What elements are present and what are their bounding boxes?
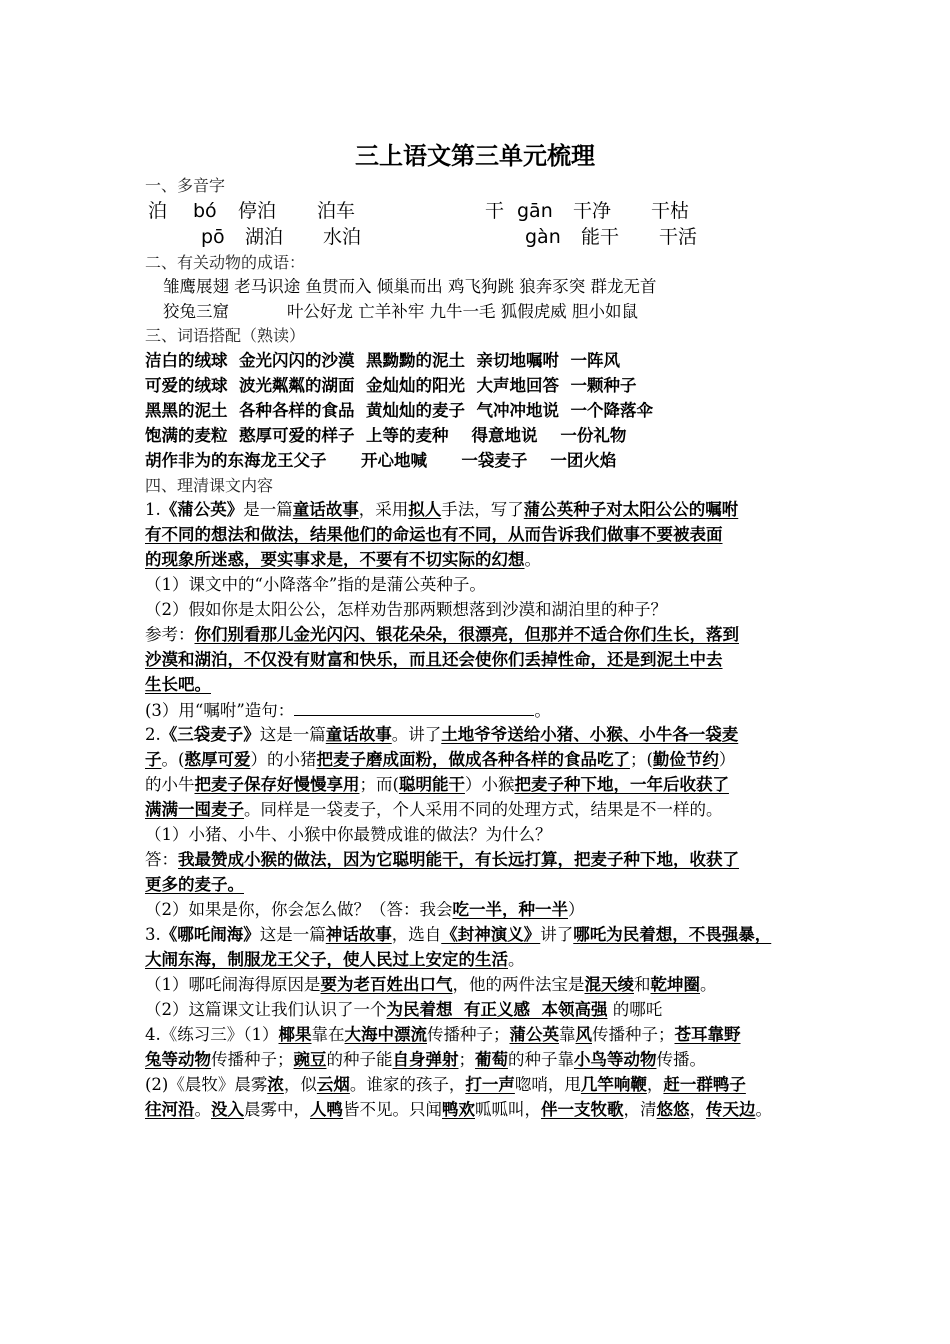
- text-segment: 苍耳靠野: [674, 1025, 741, 1044]
- text-segment: 自身弹射: [392, 1050, 459, 1069]
- text-segment: 参考：: [145, 625, 195, 644]
- text-segment: （2）这篇课文让我们认识了一个: [145, 1000, 387, 1019]
- word: 干净: [573, 200, 612, 222]
- text-segment: 混天绫: [584, 975, 634, 994]
- text-segment: 满满一囤麦子: [145, 800, 244, 819]
- answer-blank: [294, 699, 534, 716]
- word: 干活: [659, 226, 698, 248]
- text-segment: ）: [718, 750, 736, 769]
- text-segment: ；而(: [359, 775, 399, 794]
- text-segment: 葡萄: [475, 1050, 508, 1069]
- pinyin: bó: [193, 200, 217, 222]
- text-segment: 从而告诉我们做事不要被表面: [508, 525, 723, 544]
- text-segment: 童话故事: [325, 725, 392, 744]
- char: 干: [485, 200, 505, 222]
- text-segment: 拟人: [408, 500, 442, 519]
- text-segment: 2.: [145, 725, 161, 744]
- word: 水泊: [323, 226, 362, 248]
- text-segment: 悠悠: [656, 1100, 690, 1119]
- text-segment: 这是一篇: [259, 925, 326, 944]
- item2-answer-line2: [145, 874, 244, 896]
- item4-line2: [145, 1049, 706, 1071]
- text-segment: 的小牛: [145, 775, 195, 794]
- text-segment: ，选自: [391, 925, 442, 944]
- collocation-line: 洁白的绒球 金光闪闪的沙漠 黑黝黝的泥土 亲切地嘱咐 一阵风: [145, 351, 620, 370]
- text-segment: 云烟: [316, 1075, 350, 1094]
- item1-reference-line1: [145, 624, 739, 646]
- text-segment: 鸭欢: [442, 1100, 475, 1119]
- item4-line3: [145, 1074, 746, 1096]
- text-segment: 蒲公英: [509, 1025, 559, 1044]
- text-segment: (3）用“嘱咐”造句：: [145, 701, 295, 720]
- item2-answer-line1: [145, 849, 739, 871]
- text-segment: 大闹东海，制服龙王父子，使人民过上安定的生活: [145, 950, 508, 969]
- text-segment: 传播种子；: [592, 1025, 675, 1044]
- text-segment: 土地爷爷送给小猪、小猴、小牛各一袋麦: [441, 725, 739, 744]
- idiom-line: 雏鹰展翅 老马识途 鱼贯而入 倾巢而出 鸡飞狗跳 狼奔豕突 群龙无首: [163, 277, 657, 296]
- text-segment: 传播。: [656, 1050, 706, 1069]
- text-segment: 吃一半，种一半: [452, 900, 568, 919]
- text-segment: 。谁家的孩子，: [349, 1075, 466, 1094]
- text-segment: 。(: [161, 750, 185, 769]
- text-segment: 《蒲公英》: [160, 500, 244, 519]
- text-segment: 和: [634, 975, 651, 994]
- item2-line2: [145, 749, 735, 771]
- item1-line2: [145, 524, 723, 546]
- item1-question-1: （1）课文中的“小降落伞”指的是蒲公英种子。: [145, 575, 486, 594]
- pinyin: gàn: [525, 226, 561, 248]
- text-segment: ，清: [623, 1100, 657, 1119]
- text-segment: 童话故事: [292, 500, 359, 519]
- text-segment: 浓: [267, 1075, 284, 1094]
- item3-line2: [145, 949, 525, 971]
- pinyin: gān: [517, 200, 553, 222]
- text-segment: 传播种子；: [211, 1050, 294, 1069]
- idiom: 狡兔三窟: [163, 302, 229, 321]
- text-segment: 这是一篇: [259, 725, 326, 744]
- pinyin: pō: [201, 226, 225, 248]
- text-segment: 。讲了: [391, 725, 442, 744]
- text-segment: 。: [524, 550, 541, 569]
- text-segment: 。: [755, 1100, 772, 1119]
- page-title: 三上语文第三单元梳理: [355, 142, 595, 170]
- text-segment: ，他的两件法宝是: [452, 975, 585, 994]
- text-segment: 要为老百姓出口气: [320, 975, 453, 994]
- text-segment: 。: [534, 701, 551, 720]
- text-segment: 呱呱叫，: [475, 1100, 541, 1119]
- text-segment: 传播种子；: [427, 1025, 510, 1044]
- text-segment: 。: [508, 950, 525, 969]
- word: 能干: [581, 226, 620, 248]
- collocation-line: 胡作非为的东海龙王父子 开心地喊 一袋麦子 一团火焰: [145, 451, 617, 470]
- collocation-line: 饱满的麦粒 憨厚可爱的样子 上等的麦种 得意地说 一份礼物: [145, 426, 627, 445]
- item2-line4: [145, 799, 723, 821]
- text-segment: 没入: [211, 1100, 244, 1119]
- text-segment: 风: [575, 1025, 592, 1044]
- text-segment: 聪明能干: [398, 775, 465, 794]
- text-segment: 哪吒为民着想，不畏强暴，: [573, 925, 772, 944]
- item2-question-1: （1）小猪、小牛、小猴中你最赞成谁的做法？为什么？: [145, 825, 552, 844]
- item3-question-2: [145, 999, 662, 1021]
- text-segment: (2)《晨牧》晨雾: [145, 1075, 268, 1094]
- text-segment: 往河沿: [145, 1100, 195, 1119]
- text-segment: 手法，写了: [441, 500, 524, 519]
- text-segment: 憨厚可爱: [184, 750, 251, 769]
- text-segment: ）: [568, 900, 585, 919]
- collocation-line: 黑黑的泥土 各种各样的食品 黄灿灿的麦子 气冲冲地说 一个降落伞: [145, 401, 653, 420]
- text-segment: ）的小猪: [250, 750, 317, 769]
- text-segment: 4.《练习三》（1）: [145, 1025, 279, 1044]
- item1-reference-line3: [145, 674, 211, 696]
- text-segment: 。: [700, 975, 717, 994]
- text-segment: 的哪吒: [607, 1000, 663, 1019]
- item1-question-2: （2）假如你是太阳公公，怎样劝告那两颗想落到沙漠和湖泊里的种子？: [145, 600, 667, 619]
- section-heading-content: 四、理清课文内容: [145, 476, 274, 495]
- text-segment: ，: [689, 1100, 706, 1119]
- text-segment: 我最赞成小猴的做法，因为它聪明能干，有长远打算，把麦子种下地，收获了: [178, 850, 739, 869]
- section-heading-idioms: 二、有关动物的成语：: [145, 253, 306, 272]
- item1-question-3: [145, 699, 551, 722]
- item1-reference-line2: [145, 649, 723, 671]
- text-segment: （2）如果是你，你会怎么做？（答：我会: [145, 900, 453, 919]
- text-segment: 把麦子保存好慢慢享用: [194, 775, 360, 794]
- text-segment: 生长吧。: [145, 675, 211, 694]
- text-segment: 传天边: [706, 1100, 756, 1119]
- collocation-line: 可爱的绒球 波光粼粼的湖面 金灿灿的阳光 大声地回答 一颗种子: [145, 376, 637, 395]
- word: 干枯: [651, 200, 690, 222]
- text-segment: 神话故事: [325, 925, 392, 944]
- item3-line1: [145, 924, 771, 946]
- text-segment: 几竿响鞭: [580, 1075, 647, 1094]
- text-segment: 你们别看那儿金光闪闪、银花朵朵，很漂亮，但那并不适合你们生长，落到: [194, 625, 739, 644]
- text-segment: 。: [194, 1100, 211, 1119]
- text-segment: 打一声: [465, 1075, 515, 1094]
- item2-line3: [145, 774, 729, 796]
- text-segment: 兔等动物: [145, 1050, 211, 1069]
- text-segment: 1.: [145, 500, 161, 519]
- text-segment: 3.: [145, 925, 161, 944]
- text-segment: 靠在: [311, 1025, 345, 1044]
- text-segment: 沙漠和湖泊，不仅没有财富和快乐，而且还会使你们丢掉性命，还是到泥土中去: [145, 650, 723, 669]
- item2-line1: [145, 724, 738, 746]
- text-segment: 的种子能: [326, 1050, 393, 1069]
- text-segment: ，: [646, 1075, 664, 1094]
- text-segment: ）小猴: [464, 775, 515, 794]
- section-heading-polyphones: 一、多音字: [145, 176, 226, 195]
- text-segment: 的种子靠: [508, 1050, 574, 1069]
- section-heading-collocations: 三、词语搭配（熟读）: [145, 326, 306, 345]
- text-segment: 豌豆: [293, 1050, 327, 1069]
- text-segment: ；: [458, 1050, 475, 1069]
- item1-line3: [145, 549, 541, 571]
- text-segment: 更多的麦子。: [145, 875, 244, 894]
- text-segment: ，似: [283, 1075, 317, 1094]
- text-segment: 讲了: [540, 925, 574, 944]
- text-segment: 。同样是一袋麦子，个人采用不同的处理方式，结果是不一样的。: [244, 800, 723, 819]
- item2-question-2: [145, 899, 585, 921]
- text-segment: 乾坤圈: [650, 975, 700, 994]
- word: 湖泊: [245, 226, 284, 248]
- text-segment: 的现象所迷惑，要实事求是，不要有不切实际的幻想: [145, 550, 525, 569]
- text-segment: 《封神演义》: [441, 925, 541, 944]
- text-segment: 为民着想 有正义感 本领高强: [386, 1000, 608, 1019]
- text-segment: 《哪吒闹海》: [160, 925, 260, 944]
- text-segment: 唿哨，甩: [514, 1075, 581, 1094]
- text-segment: 小鸟等动物: [574, 1050, 657, 1069]
- text-segment: 勤俭节约: [652, 750, 719, 769]
- idiom-list: 叶公好龙 亡羊补牢 九牛一毛 狐假虎威 胆小如鼠: [287, 302, 638, 321]
- text-segment: 椰果: [278, 1025, 312, 1044]
- item1-line1: [145, 499, 738, 521]
- text-segment: ，采用: [358, 500, 409, 519]
- text-segment: 答：: [145, 850, 178, 869]
- item4-line1: [145, 1024, 741, 1046]
- text-segment: 是一篇: [243, 500, 293, 519]
- text-segment: 蒲公英种子对太阳公公的嘱咐: [523, 500, 739, 519]
- text-segment: 人鸭: [310, 1100, 343, 1119]
- text-segment: 把麦子磨成面粉，做成各种各样的食品吃了: [316, 750, 630, 769]
- text-segment: 子: [145, 750, 162, 769]
- word: 泊车: [317, 200, 356, 222]
- text-segment: 有不同的想法和做法，结果他们的命运也有不同，: [145, 525, 508, 544]
- text-segment: 大海中漂流: [344, 1025, 427, 1044]
- text-segment: ；(: [629, 750, 653, 769]
- text-segment: 皆不见。只闻: [343, 1100, 442, 1119]
- text-segment: 伴一支牧歌: [541, 1100, 624, 1119]
- item3-question-1: [145, 974, 717, 996]
- text-segment: 赶一群鸭子: [663, 1075, 746, 1094]
- text-segment: 把麦子种下地，一年后收获了: [514, 775, 729, 794]
- text-segment: 靠: [559, 1025, 576, 1044]
- text-segment: 晨雾中，: [244, 1100, 310, 1119]
- char: 泊: [148, 200, 168, 222]
- idiom-line: [163, 301, 638, 323]
- word: 停泊: [238, 200, 277, 222]
- item4-line4: [145, 1099, 772, 1121]
- text-segment: （1）哪吒闹海得原因是: [145, 975, 321, 994]
- text-segment: 《三袋麦子》: [160, 725, 260, 744]
